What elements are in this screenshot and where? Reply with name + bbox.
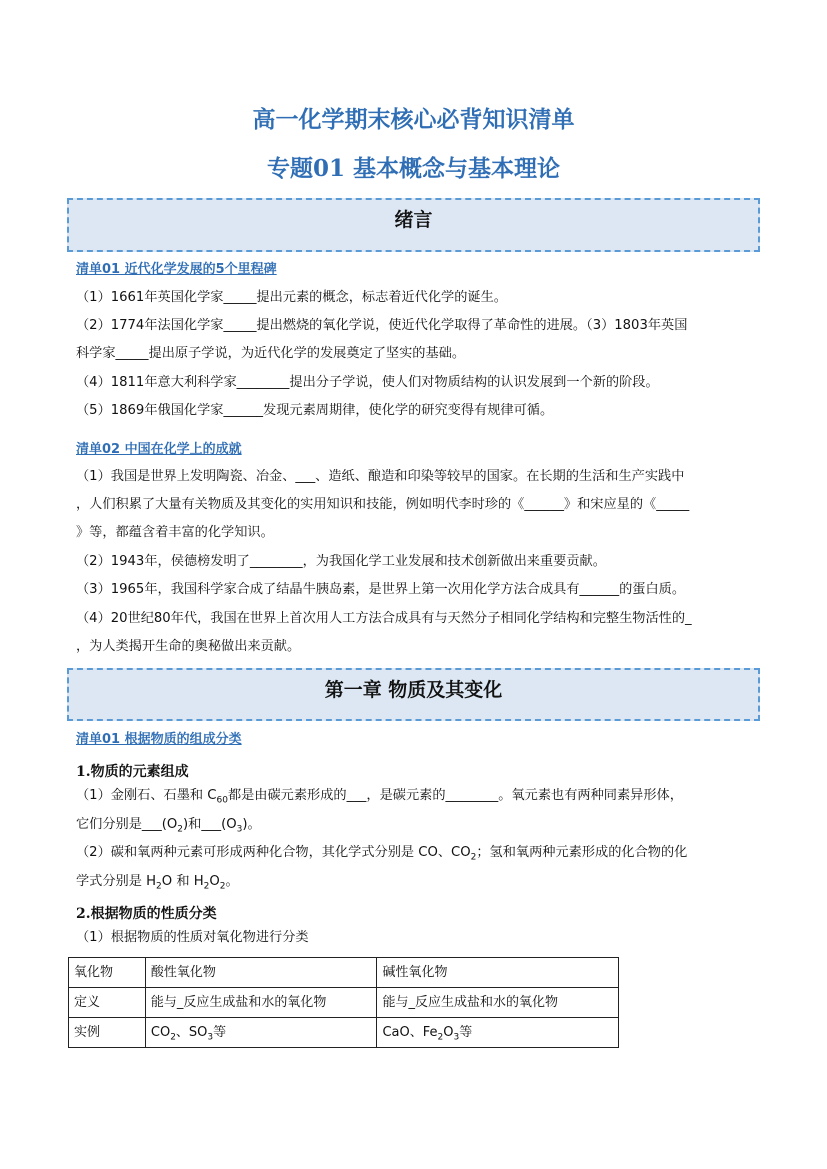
text-line: ，人们积累了大量有关物质及其变化的实用知识和技能，例如明代李时珍的《______》和宋应星的《_____	[76, 497, 690, 512]
table-cell: 能与_反应生成盐和水的氧化物	[145, 988, 377, 1018]
text-line: （2）碳和氧两种元素可形成两种化合物，其化学式分别是 CO、$CO_2$；氢和氧两种元素形成的化合物的化	[76, 845, 688, 863]
text-line: 》等，都蕴含着丰富的化学知识。	[76, 525, 274, 540]
text-line: 科学家_____提出原子学说，为近代化学的发展奠定了坚实的基础。	[76, 346, 466, 361]
table-cell: 氧化物	[69, 958, 146, 988]
table-row	[69, 958, 619, 988]
table-cell: 能与_反应生成盐和水的氧化物	[377, 988, 619, 1018]
oxide-classification-table	[68, 957, 619, 1048]
list-title: 清单01 近代化学发展的5个里程碑	[76, 262, 277, 277]
text-line: （3）1965年，我国科学家合成了结晶牛胰岛素，是世界上第一次用化学方法合成具有______的蛋白质。	[76, 582, 686, 597]
table-cell: 酸性氧化物	[145, 958, 377, 988]
document-subtitle: 专题01 基本概念与基本理论	[266, 155, 560, 182]
table-cell: CaO、$Fe_2O_3$等	[377, 1018, 619, 1048]
text-line: （4）1811年意大利科学家________提出分子学说，使人们对物质结构的认识发展到一个新的阶段。	[76, 375, 659, 390]
text-line: （1）金刚石、石墨和 $C_{60}$都是由碳元素形成的___，是碳元素的________。氧元素也有两种同素异形体，	[76, 788, 683, 806]
text-line: 学式分别是 $H_2O$ 和 $H_2O_2$。	[76, 874, 239, 892]
table-cell: 碱性氧化物	[377, 958, 619, 988]
list-title: 清单01 根据物质的组成分类	[76, 732, 242, 747]
table-cell: 实例	[69, 1018, 146, 1048]
section-band-intro: 绪言	[67, 198, 760, 252]
table-cell: $CO_2$、$SO_3$等	[145, 1018, 377, 1048]
text-line: （2）1774年法国化学家_____提出燃烧的氧化学说，使近代化学取得了革命性的进展。（3）1803年英国	[76, 318, 688, 333]
table-row	[69, 1018, 619, 1048]
document-title: 高一化学期末核心必背知识清单	[252, 106, 575, 133]
text-line: （2）1943年，侯德榜发明了________，为我国化学工业发展和技术创新做出来重要贡献。	[76, 554, 606, 569]
table-row	[69, 988, 619, 1018]
heading: 2.根据物质的性质分类	[76, 906, 217, 922]
text-line: （1）根据物质的性质对氧化物进行分类	[76, 930, 309, 945]
text-line: （5）1869年俄国化学家______发现元素周期律，使化学的研究变得有规律可循。	[76, 403, 554, 418]
list-title: 清单02 中国在化学上的成就	[76, 442, 242, 457]
text-line: 它们分别是$\_\_\_(O_2)$和$\_\_\_(O_3)$。	[76, 817, 261, 835]
text-line: （1）我国是世界上发明陶瓷、冶金、___、造纸、酿造和印染等较早的国家。在长期的生活和生产实践中	[76, 469, 685, 484]
heading: 1.物质的元素组成	[76, 764, 189, 780]
section-band-chapter1: 第一章 物质及其变化	[67, 668, 760, 721]
table-cell: 定义	[69, 988, 146, 1018]
text-line: （4）20世纪80年代，我国在世界上首次用人工方法合成具有与天然分子相同化学结构和完整生物活性的_	[76, 611, 692, 626]
text-line: （1）1661年英国化学家_____提出元素的概念，标志着近代化学的诞生。	[76, 290, 507, 305]
text-line: ，为人类揭开生命的奥秘做出来贡献。	[76, 639, 301, 654]
